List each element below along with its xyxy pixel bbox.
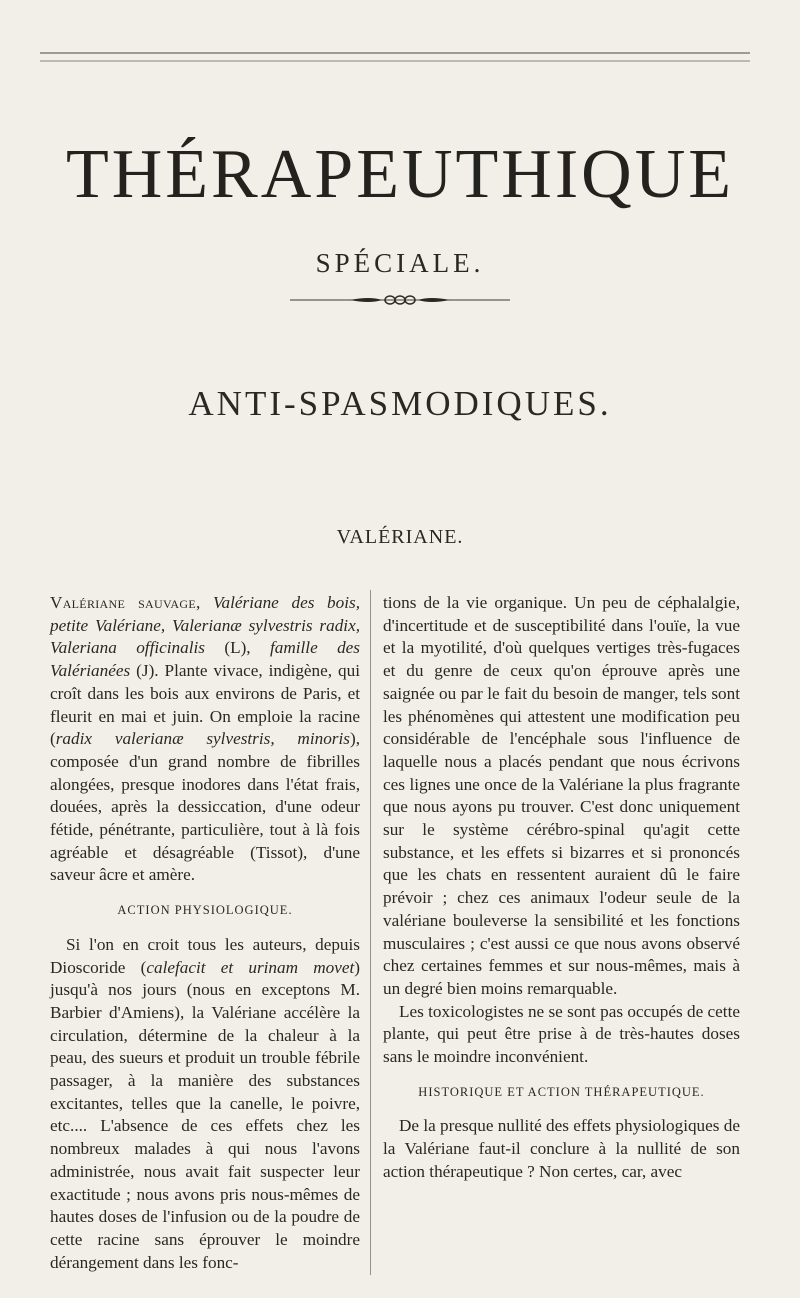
therapeutic-paragraph: De la presque nullité des effets physiologiques de la Valériane faut-il conclure à la nullité de son action thérapeutique ? Non certes, car, avec <box>383 1116 740 1181</box>
top-rule-1 <box>40 52 750 54</box>
latin-root-name: radix valerianæ sylvestris, minoris <box>55 729 350 749</box>
latin-quote: calefacit et urinam movet <box>146 957 355 977</box>
family-name: famille des Valérianées <box>50 638 360 681</box>
heading-physiological-action: ACTION PHYSIOLOGIQUE. <box>117 903 293 918</box>
page-title: THÉRAPEUTHIQUE <box>65 136 735 213</box>
column-divider <box>370 590 371 1275</box>
physiology-paragraph: Si l'on en croit tous les auteurs, depuis Dioscoride (calefacit et urinam movet) jusqu'à nos jours (nous en exceptons M. Barbier d'Amiens), la Valériane accélère la circulation, détermine de la chaleur à la peau, des sueurs et produit un trouble fébrile passager, à la manière des substances excitantes, telles que la canelle, le poivre, etc.... L'absence de ces effets chez les nombreux malades à qui nous l'avons administrée, nous avait fait suspecter leur exactitude ; nous avons pris nous-mêmes de hautes doses de l'infusion ou de la poudre de cette racine sans éprouver le moindre dérangement dans les fonc- <box>50 934 361 1272</box>
left-column <box>50 592 360 1274</box>
lead-term: Valériane sauvage <box>50 593 196 612</box>
synonyms: Valériane des bois, petite Valériane, Valerianæ sylvestris radix, Valeriana officinalis <box>50 593 361 658</box>
ornamental-rule-icon <box>290 293 510 307</box>
continuation-paragraph: tions de la vie organique. Un peu de céphalalgie, d'incertitude et de susceptibilité dans l'ouïe, la vue et la myotilité, d'où quelques vertiges très-fugaces et du genre de ceux qu'on éprouve après une saignée ou par le fait du besoin de manger, tels sont les phénomènes qui attestent une modification peu considérable de l'encéphale sous l'influence de laquelle nous a placés pendant que nous écrivons ces lignes une once de la Valériane la plus fragrante que nous ayons pu trouver. C'est donc uniquement sur le système cérébro-spinal qu'agit cette substance, et les effets si bizarres et si prononcés que les chats en ressentent auraient dû le faire prévoir ; chez ces animaux l'odeur seule de la valériane bouleverse la sensibilité et les fonctions musculaires ; c'est aussi ce que nous avons observé chez certaines femmes et sur nous-mêmes, mais à un degré bien moins remarquable. <box>383 593 740 998</box>
right-column <box>383 592 740 1184</box>
section-title: ANTI-SPASMODIQUES. <box>188 384 612 423</box>
page-subtitle: SPÉCIALE. <box>315 248 485 278</box>
top-rule-2 <box>40 60 750 62</box>
heading-history-therapeutic: HISTORIQUE ET ACTION THÉRAPEUTIQUE. <box>418 1084 705 1099</box>
subsection-title: VALÉRIANE. <box>336 526 464 548</box>
intro-paragraph: Valériane sauvage, Valériane des bois, petite Valériane, Valerianæ sylvestris radix, Valeriana officinalis (L), famille des Valérianées (J). Plante vivace, indigène, qui croît dans les bois aux environs de Paris, et fleurit en mai et juin. On emploie la racine (radix valerianæ sylvestris, minoris), composée d'un grand nombre de fibrilles alongées, presque inodores dans l'état frais, douées, après la dessiccation, d'une odeur fétide, pénétrante, particulière, tout à là fois agréable et désagréable (Tissot), d'une saveur âcre et amère. <box>50 593 361 885</box>
toxicology-paragraph: Les toxicologistes ne se sont pas occupés de cette plante, qui peut être prise à de très-hautes doses sans le moindre inconvénient. <box>383 1001 740 1067</box>
